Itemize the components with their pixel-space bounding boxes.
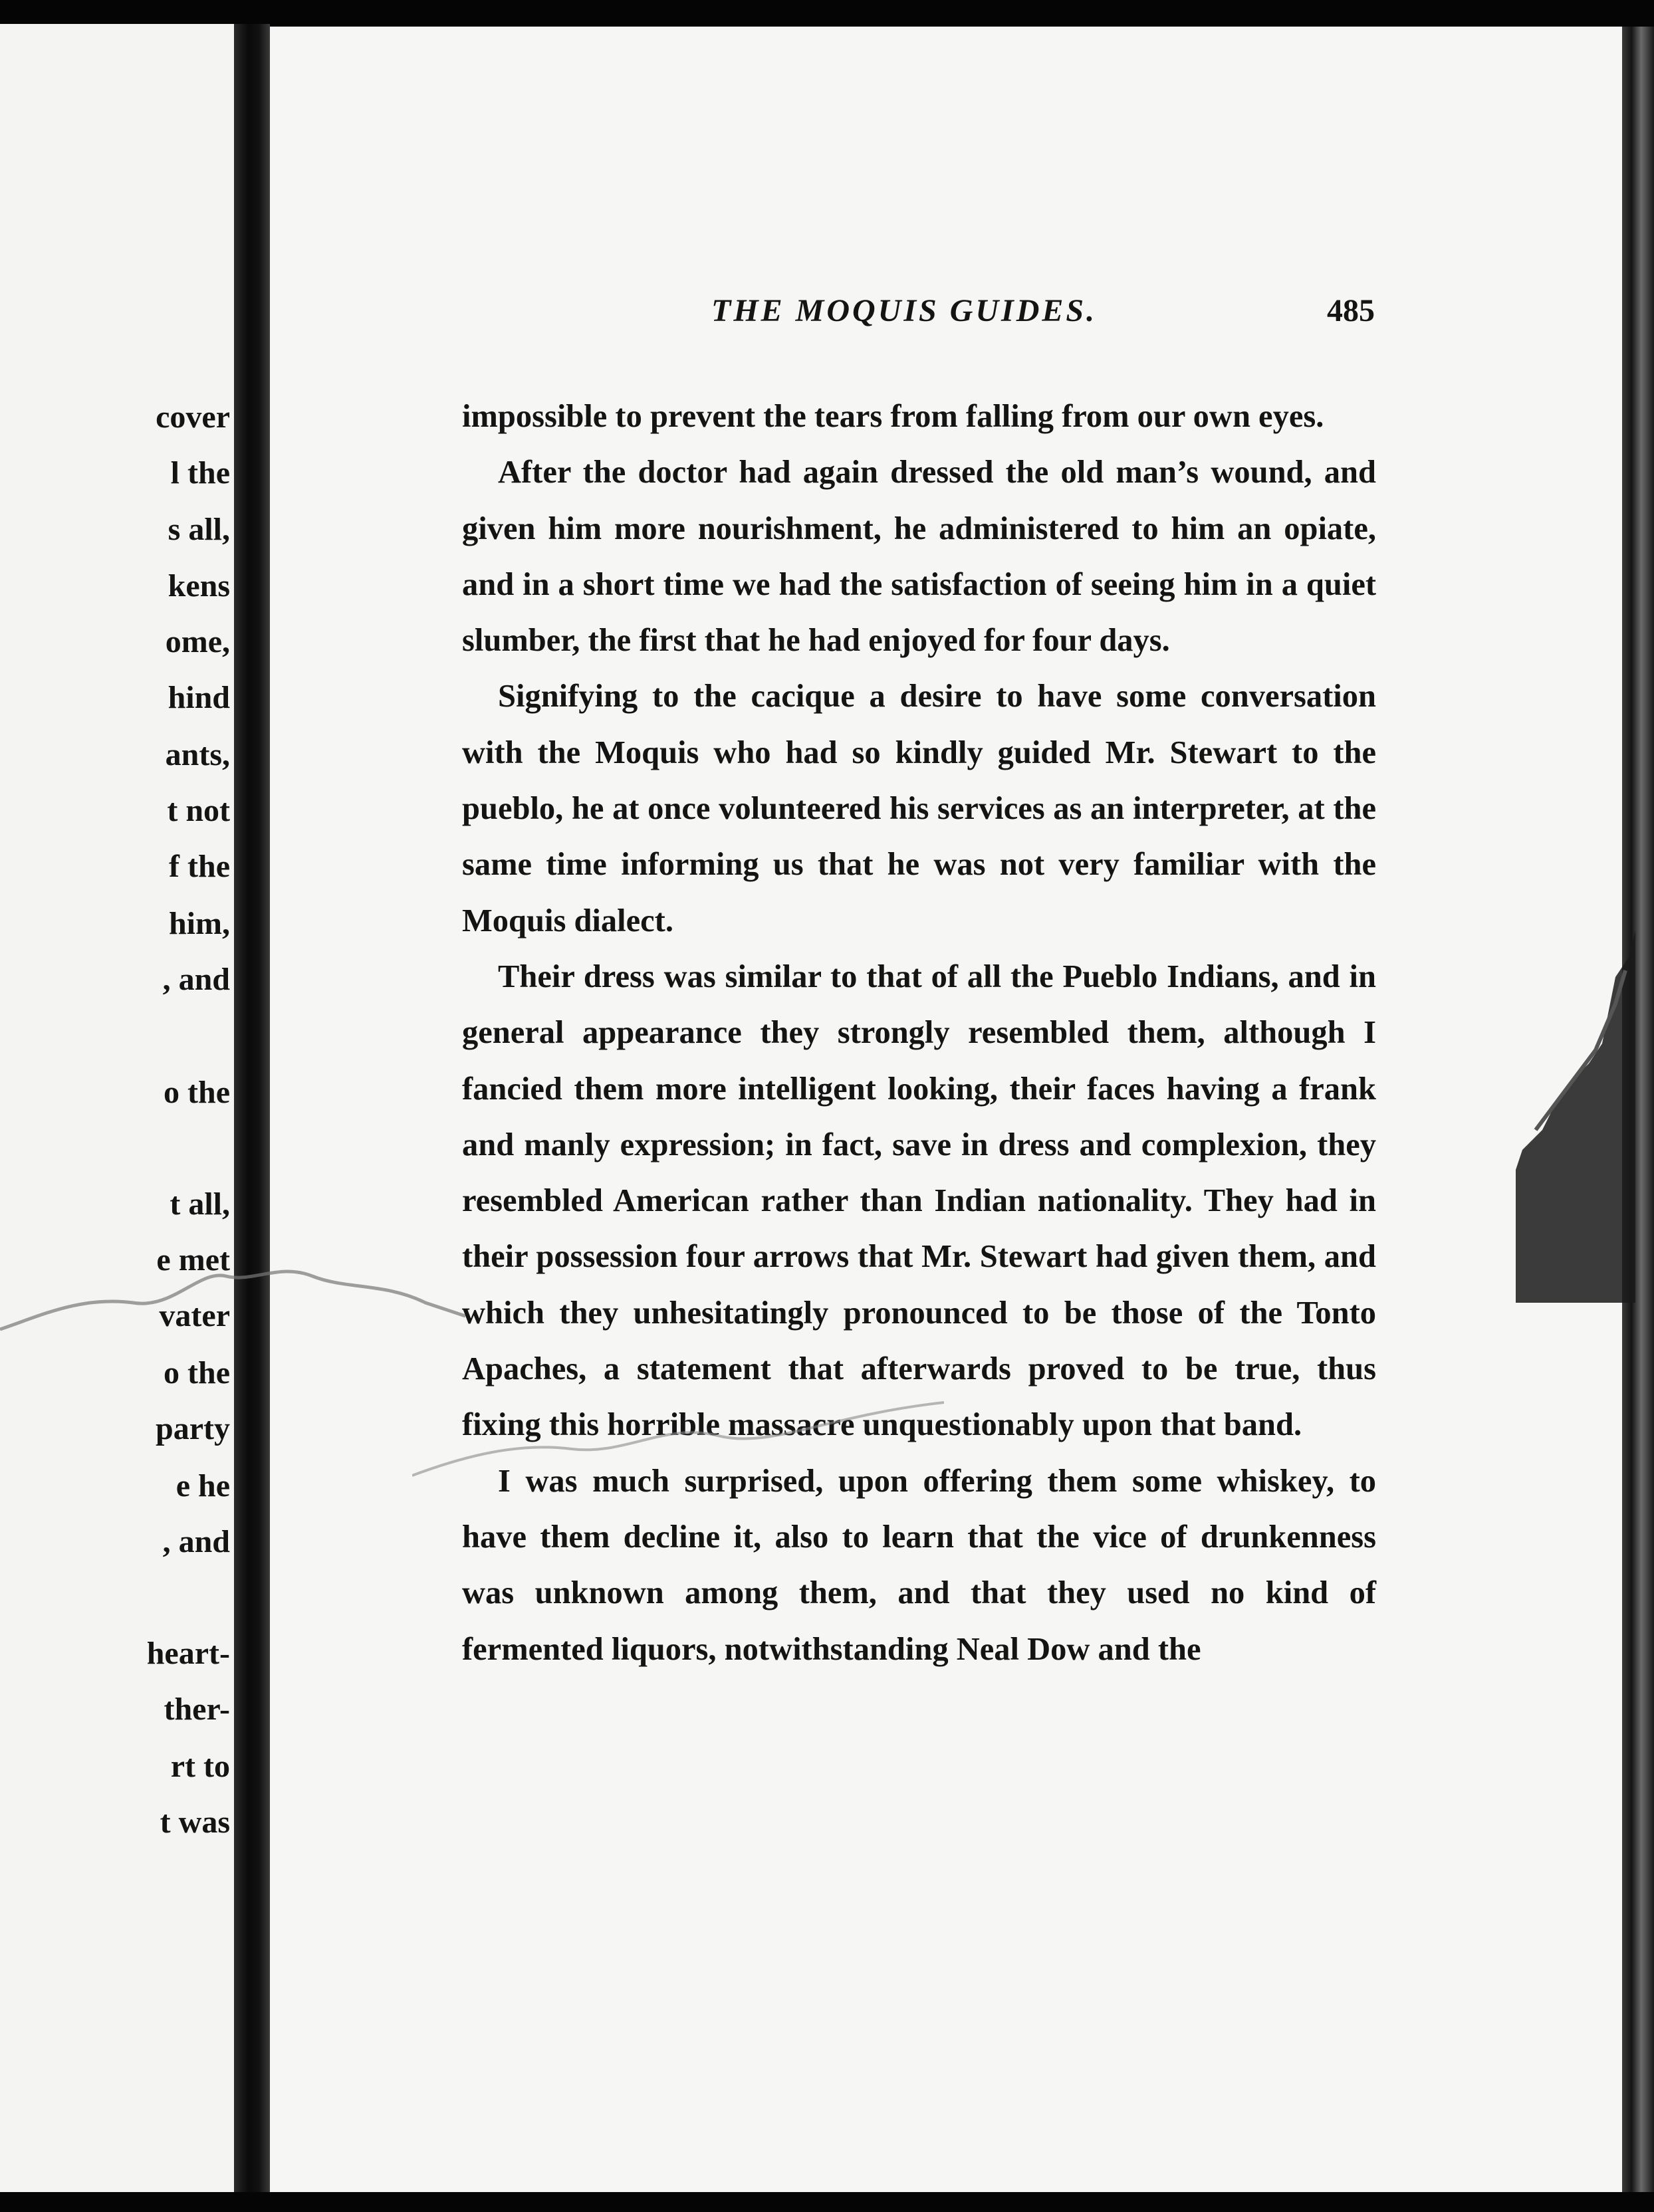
page-number: 485 bbox=[1327, 293, 1375, 328]
left-page-line: , and bbox=[162, 962, 230, 997]
left-page-fragment bbox=[0, 24, 234, 2192]
left-page-line: t all, bbox=[170, 1186, 230, 1222]
left-page-line: t was bbox=[160, 1805, 230, 1840]
running-head bbox=[444, 292, 1375, 339]
left-page-line: , and bbox=[162, 1524, 230, 1559]
paragraph: Their dress was similar to that of all the Pueblo Indians, and in general appearance they strongly resembled them, although I fancied them more intelligent looking, their faces having a frank and manly expression; in fact, save in dress and complexion, they resembled American rather than Indian nationality. They had in their possession four arrows that Mr. Stewart had given them, and which they unhesitatingly pronounced to be those of the Tonto Apaches, a statement that afterwards proved to be true, thus fixing this horrible massacre unquestionably upon that band. bbox=[462, 958, 1376, 1443]
book-gutter bbox=[234, 24, 270, 2192]
left-page-line: l the bbox=[170, 455, 230, 491]
page-damage-left bbox=[0, 1256, 465, 1356]
left-page-line: him, bbox=[168, 906, 230, 941]
page-damage-right bbox=[1516, 931, 1635, 1303]
left-page-line: o the bbox=[164, 1355, 230, 1390]
left-page-line: vater bbox=[159, 1298, 230, 1333]
left-page-line: party bbox=[156, 1411, 230, 1446]
left-page-line: ome, bbox=[165, 624, 230, 659]
left-page-line: rt to bbox=[170, 1749, 230, 1784]
left-page-line: ther- bbox=[164, 1692, 230, 1727]
left-page-line: heart- bbox=[146, 1636, 230, 1671]
left-page-line: ants, bbox=[165, 737, 230, 772]
left-page-line: e he bbox=[176, 1468, 230, 1503]
paragraph: After the doctor had again dressed the old man’s wound, and given him more nourishment, he administered to him an opiate, and in a short time we had the satisfaction of seeing him in a quiet slumber, the first that he had enjoyed for four days. bbox=[462, 455, 1376, 659]
left-page-line: e met bbox=[156, 1242, 230, 1277]
running-title: THE MOQUIS GUIDES. bbox=[711, 293, 1098, 328]
left-page-line: o the bbox=[164, 1075, 230, 1110]
paragraph: impossible to prevent the tears from falling from our own eyes. bbox=[462, 399, 1324, 434]
paragraph: Signifying to the cacique a desire to have some conversation with the Moquis who had so kindly guided Mr. Stewart to the pueblo, he at once volunteered his services as an interpreter, at the same time informing us that he was not very familiar with the Moquis dialect. bbox=[462, 679, 1376, 939]
left-page-line: kens bbox=[168, 568, 230, 604]
left-page-line: cover bbox=[156, 399, 230, 435]
left-page-line: f the bbox=[169, 849, 230, 884]
left-page-line: hind bbox=[168, 680, 230, 715]
page-damage-middle bbox=[412, 1343, 944, 1489]
paragraph: I was much surprised, upon offering them some whiskey, to have them decline it, also to learn that the vice of drunkenness was unknown among them, and that they used no kind of fermented liquors, notwithstanding Neal Dow and the bbox=[462, 1463, 1376, 1667]
left-page-line: t not bbox=[167, 793, 230, 828]
left-page-line: s all, bbox=[168, 512, 230, 547]
